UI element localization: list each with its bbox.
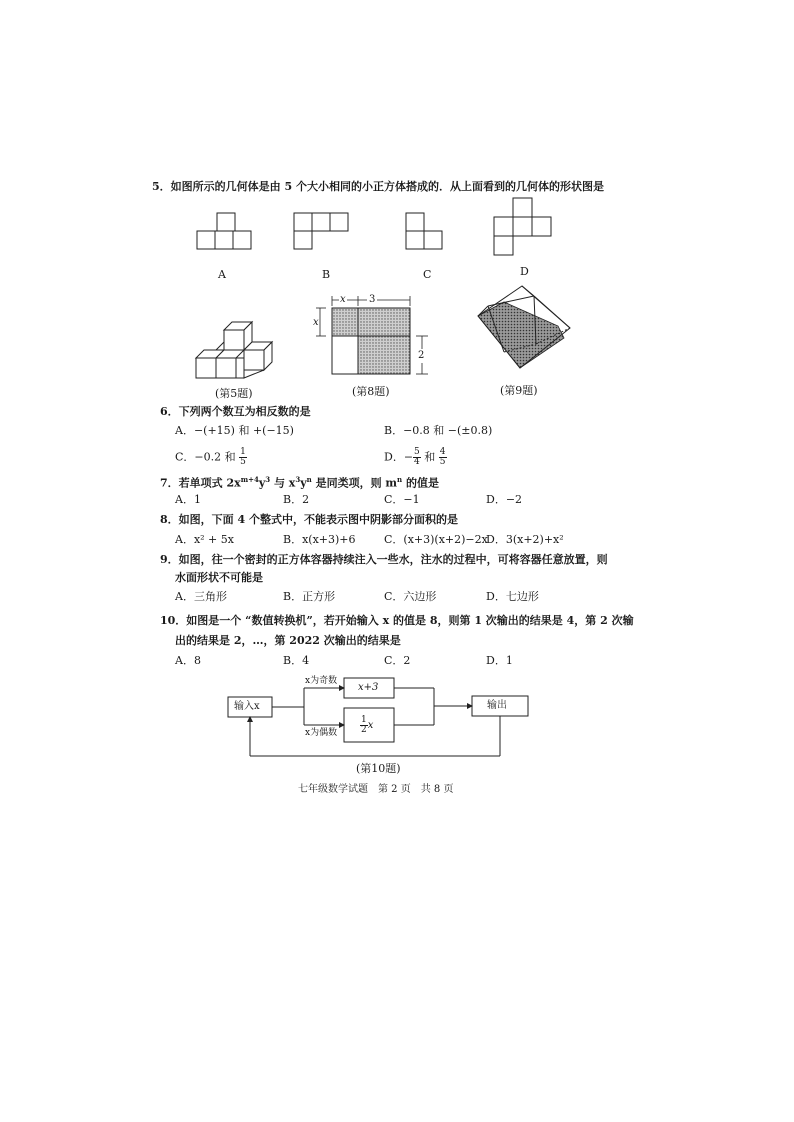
q5-cube-figure <box>188 318 280 384</box>
q10-option-d: D．1 <box>486 654 513 667</box>
q7-option-b: B．2 <box>283 493 310 506</box>
q9-stem-line1: 9．如图，往一个密封的正方体容器持续注入一些水，注水的过程中，可将容器任意放置，则 <box>160 553 608 566</box>
q8-label-3: 3 <box>369 294 376 305</box>
q9-figure <box>474 284 574 376</box>
q8-option-a: A．x² + 5x <box>175 533 234 546</box>
q10-option-a: A．8 <box>175 654 201 667</box>
q8-option-b: B．x(x+3)+6 <box>283 533 356 546</box>
q10-plus3-label: x+3 <box>358 682 379 693</box>
q5-option-a-figure <box>195 211 255 251</box>
q5-option-b-figure <box>292 211 354 251</box>
q10-option-c: C．2 <box>384 654 411 667</box>
q9-option-b: B．正方形 <box>283 590 336 603</box>
q5-option-c-figure <box>404 211 448 251</box>
q9-option-a: A．三角形 <box>175 590 227 603</box>
q6-stem: 6．下列两个数互为相反数的是 <box>160 405 311 418</box>
q8-caption: (第8题) <box>352 385 390 398</box>
q9-caption: (第9题) <box>500 384 538 397</box>
q7-option-d: D．−2 <box>486 493 523 506</box>
q5-option-d-label: D <box>520 265 529 278</box>
q6-option-a: A．−(+15) 和 +(−15) <box>175 424 294 437</box>
q10-stem-line2: 出的结果是 2，…，第 2022 次输出的结果是 <box>175 634 401 647</box>
q10-stem-line1: 10．如图是一个 “数值转换机”，若开始输入 x 的值是 8，则第 1 次输出的结果是 4，第 2 次输 <box>160 614 634 627</box>
q10-input-box-label: 输入x <box>234 701 260 712</box>
q7-option-a: A．1 <box>175 493 201 506</box>
q9-option-d: D．七边形 <box>486 590 539 603</box>
q10-odd-label: x为奇数 <box>305 676 338 686</box>
q8-option-d: D．3(x+2)+x² <box>486 533 564 546</box>
q5-option-d-figure <box>493 196 557 262</box>
q6-c-fraction: $\frac{1}{5}$ <box>240 447 246 467</box>
q10-caption: (第10题) <box>356 762 401 775</box>
q10-even-label: x为偶数 <box>305 728 338 738</box>
q8-stem: 8．如图，下面 4 个整式中，不能表示图中阴影部分面积的是 <box>160 513 458 526</box>
q6-option-c: C．−0.2 和 $\frac{1}{5}$ <box>175 447 246 467</box>
q6-option-d: D．− $\frac{5}{4}$ 和 $\frac{4}{5}$ <box>384 447 446 467</box>
page-footer: 七年级数学试题 第 2 页 共 8 页 <box>298 784 454 795</box>
q6-option-b: B．−0.8 和 −(±0.8) <box>384 424 493 437</box>
q5-option-a-label: A <box>218 268 226 281</box>
q5-option-c-label: C <box>423 268 432 281</box>
q10-option-b: B．4 <box>283 654 310 667</box>
q10-half-label: $\frac{1}{2}$ x <box>361 715 374 735</box>
q5-stem: 5．如图所示的几何体是由 5 个大小相同的小正方体搭成的．从上面看到的几何体的形状图是 <box>152 180 604 193</box>
q7-option-c: C．−1 <box>384 493 420 506</box>
q8-label-x-left: x <box>313 317 319 328</box>
q9-option-c: C．六边形 <box>384 590 437 603</box>
q10-output-box-label: 输出 <box>487 700 507 711</box>
q5-option-b-label: B <box>322 268 331 281</box>
q7-stem: 7．若单项式 $2x^{m+4}y^3$ 与 $x^3y^n$ 是同类项，则 $m^n$ 的值是 <box>160 475 439 490</box>
q8-label-x-top: x <box>340 294 346 305</box>
q9-stem-line2: 水面形状不可能是 <box>175 571 263 584</box>
q5-caption: (第5题) <box>215 387 253 400</box>
q8-option-c: C．(x+3)(x+2)−2x <box>384 533 488 546</box>
q8-label-2: 2 <box>418 350 425 361</box>
